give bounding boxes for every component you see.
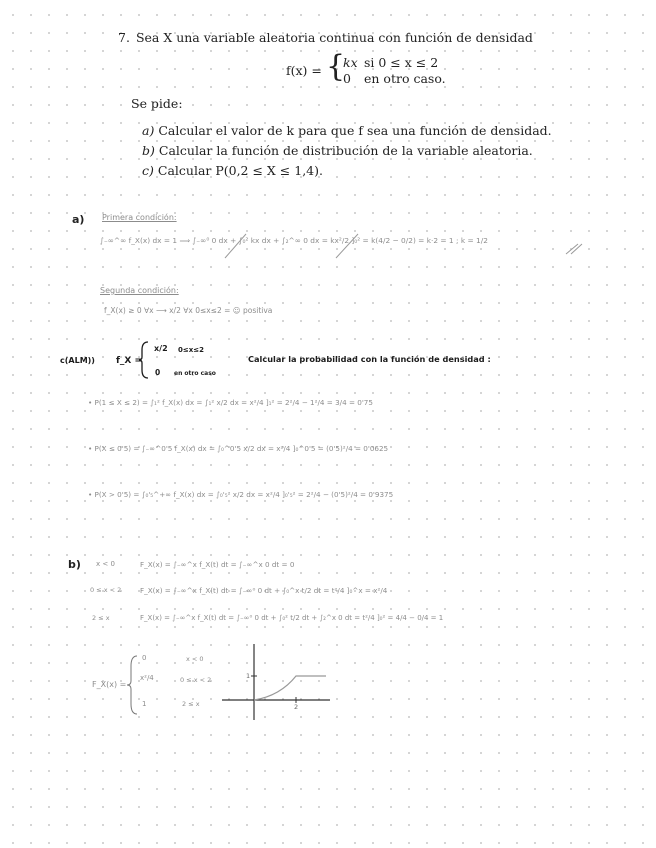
prob-3: • P(X > 0'5) = ∫₀'₅^+∞ f_X(x) dx = ∫₀'₅² x/2 dx = x²/4 ]₀'₅² = 2²/4 − (0'5)²/4 = 0'9375 [88, 490, 394, 499]
pdf-case2-expr: 0 [343, 71, 351, 86]
part-a-label: a) [72, 213, 85, 226]
item-b [142, 143, 533, 158]
pdf-case1-cond: si 0 ≤ x ≤ 2 [364, 55, 439, 70]
fx-case1-cond: 0≤x≤2 [178, 346, 204, 354]
pdf-brace: { [326, 49, 346, 84]
strike-marks [0, 220, 656, 280]
cdf-sketch-graph [222, 644, 332, 724]
cdf-lhs: F_X(x) = [92, 680, 127, 689]
part-a-heading-1: Primera condición: [102, 213, 177, 222]
cdf-case3-cond: 2 ≤ x [182, 700, 200, 708]
fx-case2: 0 [155, 368, 161, 377]
part-c-label: c(ALM)) [60, 356, 95, 365]
cdf-case2-cond: 0 ≤ x < 2 [180, 676, 212, 684]
pdf-case1-expr: kx [343, 55, 358, 70]
pdf-case2-cond: en otro caso. [364, 71, 446, 86]
cdf-brace [126, 654, 140, 716]
item-b-letter: b) [142, 143, 155, 158]
part-a-equation-1: ∫₋∞^∞ f_X(x) dx = 1 ⟹ ∫₋∞⁰ 0 dx + ∫₀² kx dx + ∫₂^∞ 0 dx = kx²/2 ]₀² = k(4/2 − 0/2) = k·2 = 1 ; k = 1/2 [100, 236, 488, 245]
item-c-text: Calcular P(0,2 ≤ X ≤ 1,4). [157, 163, 323, 178]
problem-number: 7. [118, 30, 130, 45]
pdf-lhs: f(x) = [286, 63, 322, 78]
cdf-case3: 1 [142, 700, 147, 708]
cdf-row2: F_X(x) = ∫₋∞^x f_X(t) dt = ∫₋∞⁰ 0 dt + ∫₀^x t/2 dt = t²/4 ]₀^x = x²/4 [140, 586, 388, 595]
fx-brace [138, 340, 152, 380]
fx-case2-cond: en otro caso [174, 370, 216, 377]
cdf-row2-cond: 0 ≤ x < 2 [90, 586, 122, 594]
part-a-equation-2: f_X(x) ≥ 0 ∀x ⟶ x/2 ∀x 0≤x≤2 = ☺ positiva [104, 306, 273, 315]
cdf-row1-cond: x < 0 [96, 560, 115, 568]
item-c [142, 163, 323, 178]
cdf-case1-cond: x < 0 [186, 655, 204, 663]
part-a-heading-2: Segunda condición: [100, 286, 179, 295]
cdf-case2: x²/4 [140, 674, 154, 682]
fx-case1: x/2 [154, 344, 168, 353]
cdf-row3-cond: 2 ≤ x [92, 614, 110, 622]
item-a-text: Calcular el valor de k para que f sea una función de densidad. [158, 123, 552, 138]
problem-statement [118, 30, 533, 45]
item-b-text: Calcular la función de distribución de la variable aleatoria. [158, 143, 533, 158]
cdf-case1: 0 [142, 654, 147, 662]
part-c-heading: Calcular la probabilidad con la función de densidad : [248, 354, 491, 364]
problem-intro: Sea X una variable aleatoria continua con función de densidad [135, 30, 533, 45]
graph-cdf-curve [254, 676, 326, 700]
fx-lhs: f_X = [116, 356, 143, 366]
item-a-letter: a) [142, 123, 155, 138]
ask-text: Se pide: [131, 96, 183, 111]
graph-x-tick-label: 2 [294, 703, 299, 711]
part-b-label: b) [68, 558, 81, 571]
cdf-row3: F_X(x) = ∫₋∞^x f_X(t) dt = ∫₋∞⁰ 0 dt + ∫₀² t/2 dt + ∫₂^x 0 dt = t²/4 ]₀² = 4/4 − 0/4 = 1 [140, 614, 444, 622]
item-c-letter: c) [142, 163, 154, 178]
prob-1: • P(1 ≤ X ≤ 2) = ∫₁² f_X(x) dx = ∫₁² x/2 dx = x²/4 ]₁² = 2²/4 − 1²/4 = 3/4 = 0'75 [88, 398, 373, 407]
prob-2: • P(X ≤ 0'5) = ∫₋∞^0'5 f_X(x) dx = ∫₀^0'5 x/2 dx = x²/4 ]₀^0'5 = (0'5)²/4 = 0'0625 [88, 444, 389, 453]
cdf-row1: F_X(x) = ∫₋∞^x f_X(t) dt = ∫₋∞^x 0 dt = 0 [140, 560, 295, 569]
graph-y-tick-label: 1 [246, 672, 251, 680]
item-a [142, 123, 552, 138]
